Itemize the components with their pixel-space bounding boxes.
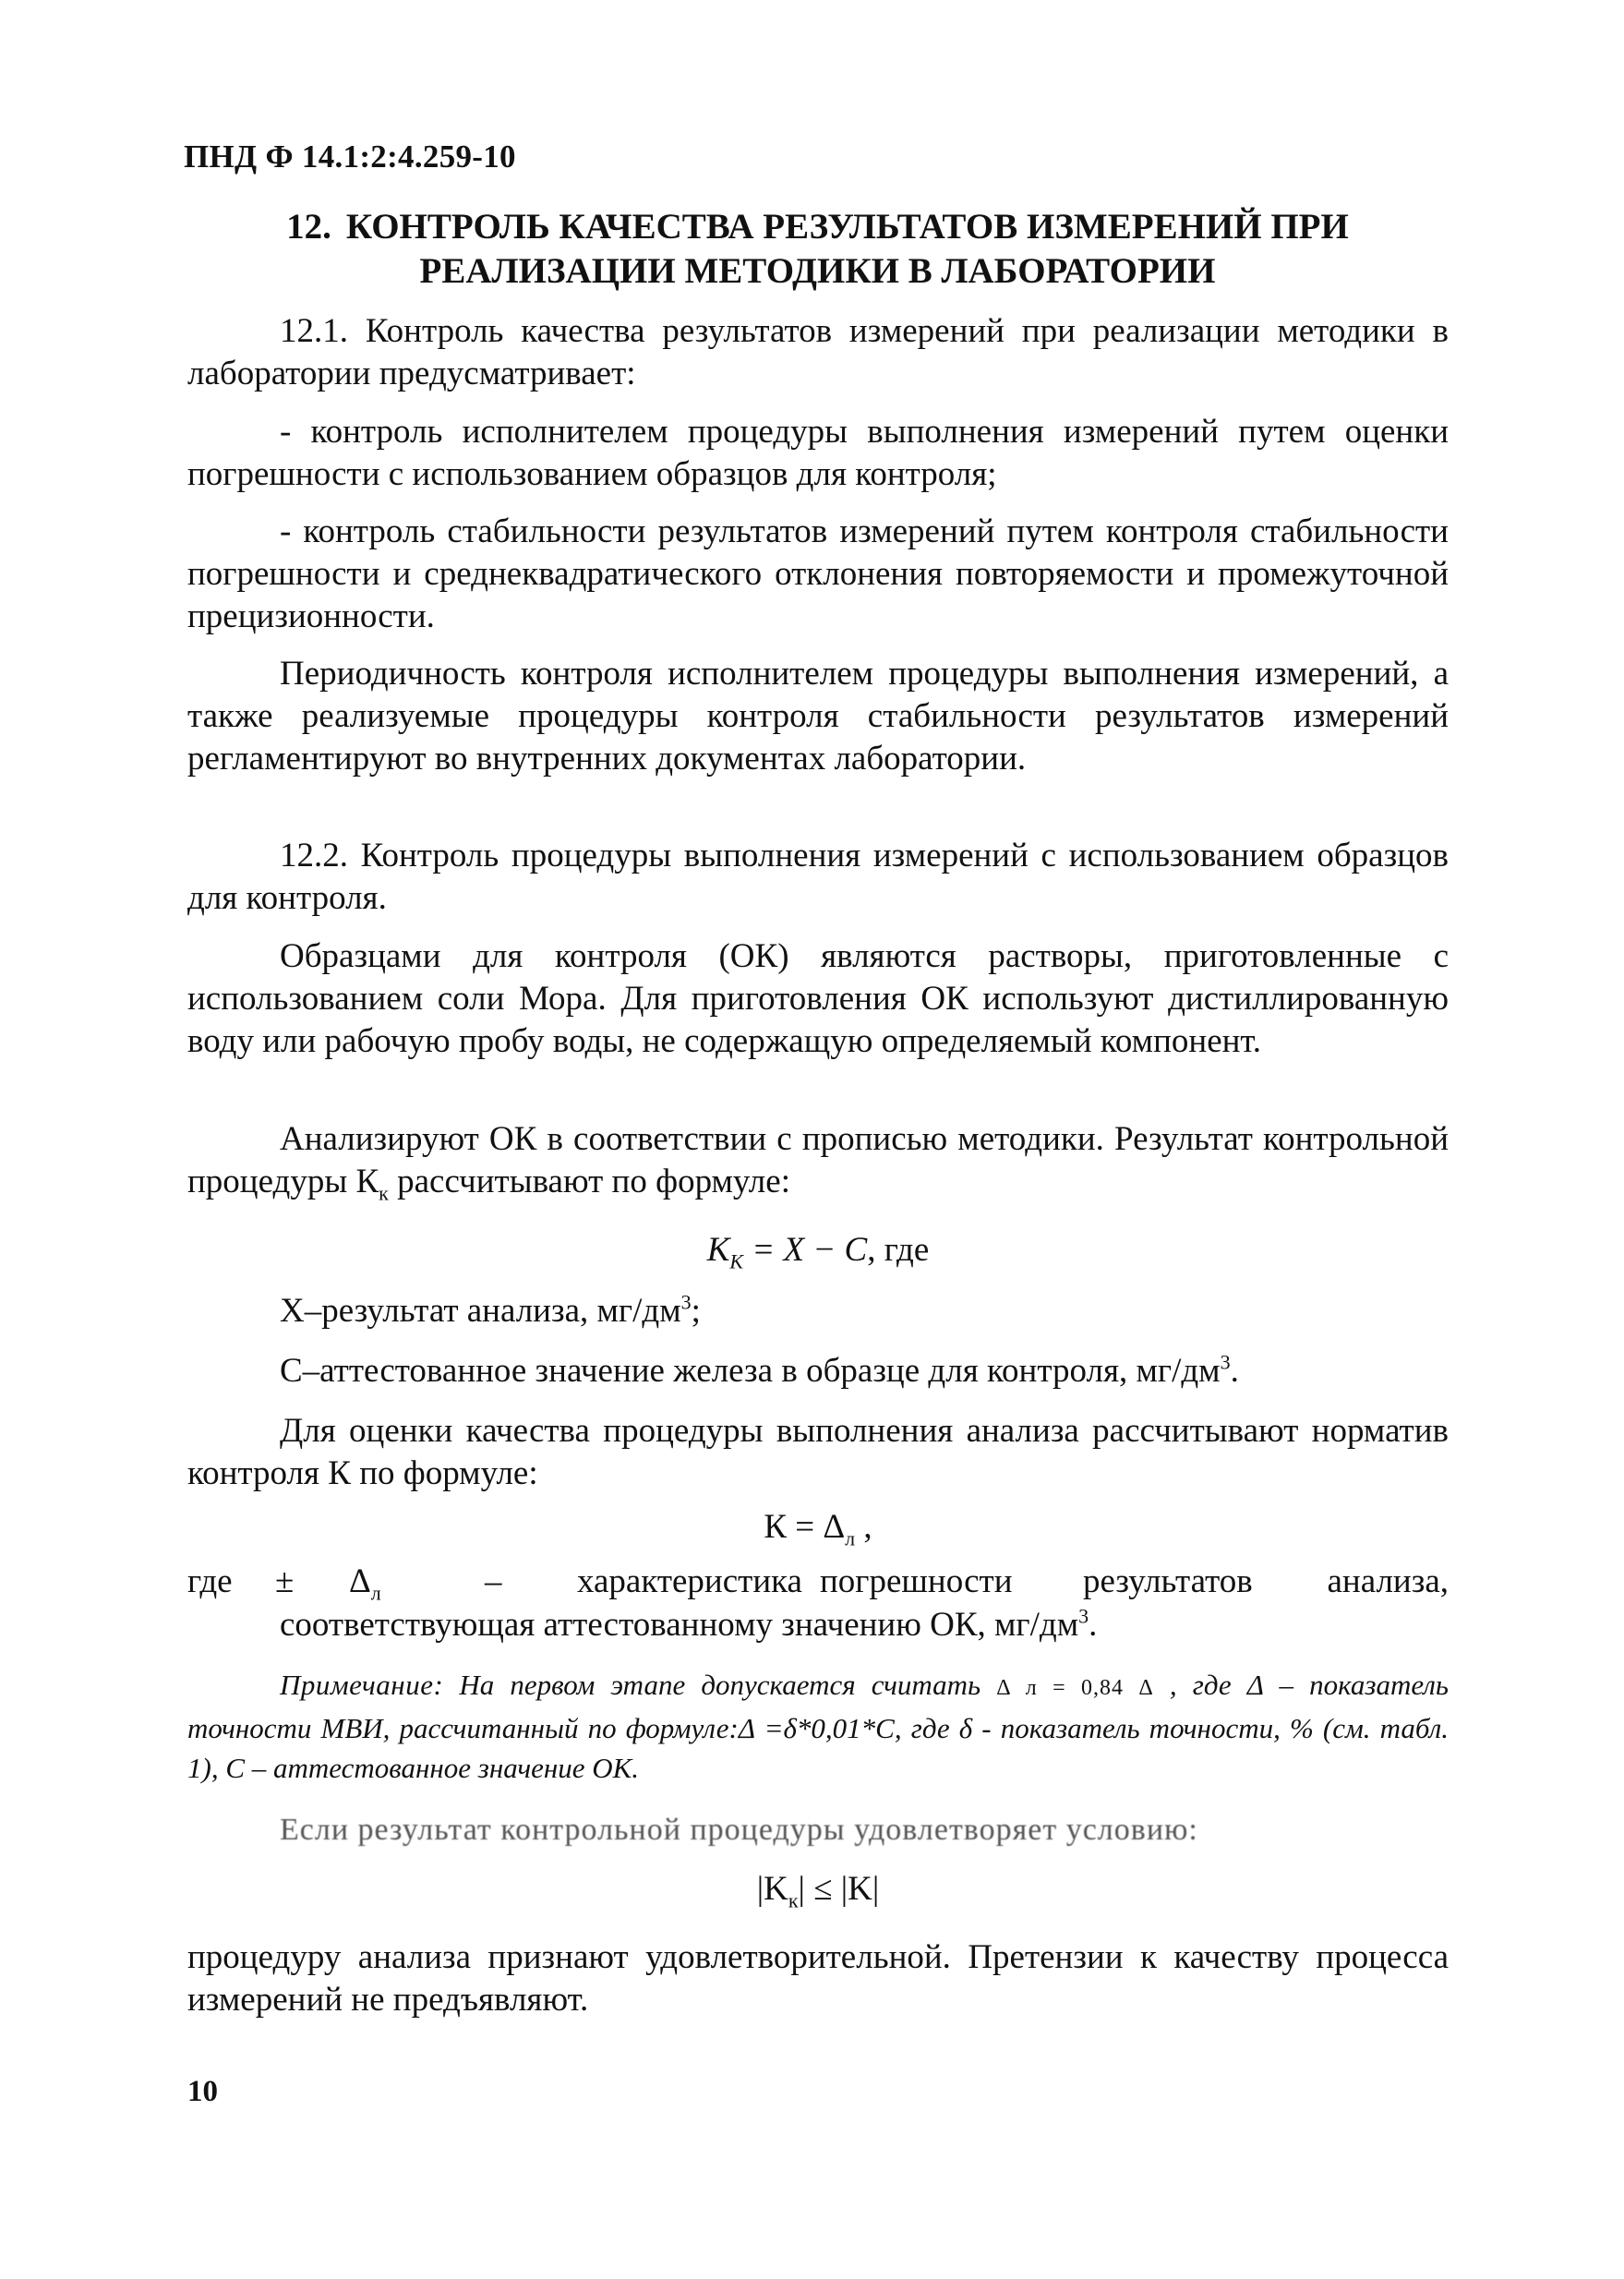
note-formula: Δ л = 0,84 Δ <box>996 1676 1154 1700</box>
formula-control-result-expr <box>706 1231 868 1273</box>
formula-kk-rhs: = X − C <box>742 1231 868 1269</box>
note-text-1: На первом этапе допускается считать <box>443 1669 997 1701</box>
where-delta <box>349 1561 381 1603</box>
formula-norm <box>187 1506 1449 1549</box>
formula-condition-text: |K <box>756 1870 788 1908</box>
formula-kk-subscript: К <box>729 1249 743 1273</box>
where-delta-subscript: л <box>370 1581 381 1605</box>
paragraph-norm: Для оценки качества процедуры выполнения анализа рассчитывают норматив контроля К по формуле: <box>187 1412 1449 1492</box>
formula-kk-symbol: K <box>706 1231 730 1269</box>
where-word-results: результатов <box>1083 1562 1253 1600</box>
paragraph-12-2: 12.2. Контроль процедуры выполнения измерений с использованием образцов для контроля. <box>187 837 1449 917</box>
paragraph-condition: Если результат контрольной процедуры удовлетворяет условию: <box>280 1813 1198 1847</box>
paragraph-analyze-subscript: к <box>379 1181 389 1205</box>
definition-c <box>280 1350 1449 1393</box>
formula-norm-text: К = Δ <box>764 1508 846 1546</box>
formula-kk-tail: , где <box>867 1231 930 1269</box>
where-plus-minus: ± <box>275 1562 295 1600</box>
paragraph-analyze-text: Анализируют ОК в соответствии с прописью методики. Результат контрольной процедуры К <box>187 1120 1449 1200</box>
page-number: 10 <box>187 2075 218 2108</box>
paragraph-analyze <box>187 1118 1449 1203</box>
section-title-text-1: КОНТРОЛЬ КАЧЕСТВА РЕЗУЛЬТАТОВ ИЗМЕРЕНИЙ ПРИ <box>345 207 1349 247</box>
where-word-characteristic: характеристика <box>577 1562 802 1600</box>
formula-condition-tail: | ≤ |K| <box>798 1870 880 1908</box>
where-continuation-tail: . <box>1089 1606 1098 1644</box>
section-number: 12. <box>286 207 331 247</box>
formula-condition-subscript: к <box>788 1888 799 1912</box>
formula-norm-subscript: л <box>845 1526 856 1550</box>
paragraph-conclusion: процедуру анализа признают удовлетворительной. Претензии к качеству процесса измерений не предъявляют. <box>187 1938 1449 2019</box>
section-title <box>184 205 1451 294</box>
definition-c-tail: . <box>1230 1352 1239 1390</box>
paragraph-periodicity: Периодичность контроля исполнителем процедуры выполнения измерений, а также реализуемые процедуры контроля стабильности результатов измерений регламентируют во внутренних документах лаборатории. <box>187 655 1449 778</box>
where-word: где <box>187 1562 233 1600</box>
paragraph-analyze-tail: рассчитывают по формуле: <box>388 1163 790 1200</box>
note-label: Примечание: <box>280 1669 444 1701</box>
where-delta-symbol: Δ <box>349 1562 371 1600</box>
where-word-error: погрешности <box>820 1562 1013 1600</box>
where-dash: – <box>485 1562 502 1600</box>
document-code: ПНД Ф 14.1:2:4.259-10 <box>184 139 516 175</box>
paragraph-12-1: 12.1. Контроль качества результатов измерений при реализации методики в лаборатории предусматривает: <box>187 312 1449 392</box>
formula-norm-tail: , <box>855 1508 872 1546</box>
section-title-line-1 <box>184 205 1451 249</box>
definition-c-text: C–аттестованное значение железа в образце для контроля, мг/дм <box>280 1352 1221 1390</box>
bullet-item-2: - контроль стабильности результатов измерений путем контроля стабильности погрешности и среднеквадратического отклонения повторяемости и промежуточной прецизионности. <box>187 512 1449 635</box>
definition-x-tail: ; <box>691 1292 701 1330</box>
definition-x <box>280 1290 1449 1332</box>
section-title-line-2: РЕАЛИЗАЦИИ МЕТОДИКИ В ЛАБОРАТОРИИ <box>419 251 1216 291</box>
note <box>187 1665 1449 1788</box>
definition-x-superscript: 3 <box>680 1290 692 1314</box>
where-continuation-superscript: 3 <box>1078 1604 1089 1628</box>
note-text-2: , где Δ – показатель точности МВИ, рассчитанный по формуле:Δ =δ*0,01*С, где δ - показатель точности, % (см. табл. 1), С – аттестованное значение ОК. <box>187 1669 1449 1784</box>
paragraph-control-samples: Образцами для контроля (ОК) являются растворы, приготовленные с использованием соли Мора. Для приготовления ОК используют дистиллированную воду или рабочую пробу воды, не содержащую определяемый компонент. <box>187 937 1449 1060</box>
formula-control-result <box>187 1229 1449 1272</box>
where-word-analysis: анализа, <box>1327 1562 1449 1600</box>
where-definition-continuation <box>280 1604 1449 1646</box>
definition-x-text: X–результат анализа, мг/дм <box>280 1292 681 1330</box>
definition-c-superscript: 3 <box>1220 1350 1231 1374</box>
where-continuation-text: соответствующая аттестованному значению ОК, мг/дм <box>280 1606 1079 1644</box>
bullet-item-1: - контроль исполнителем процедуры выполнения измерений путем оценки погрешности с использованием образцов для контроля; <box>187 413 1449 493</box>
formula-condition <box>187 1868 1449 1911</box>
